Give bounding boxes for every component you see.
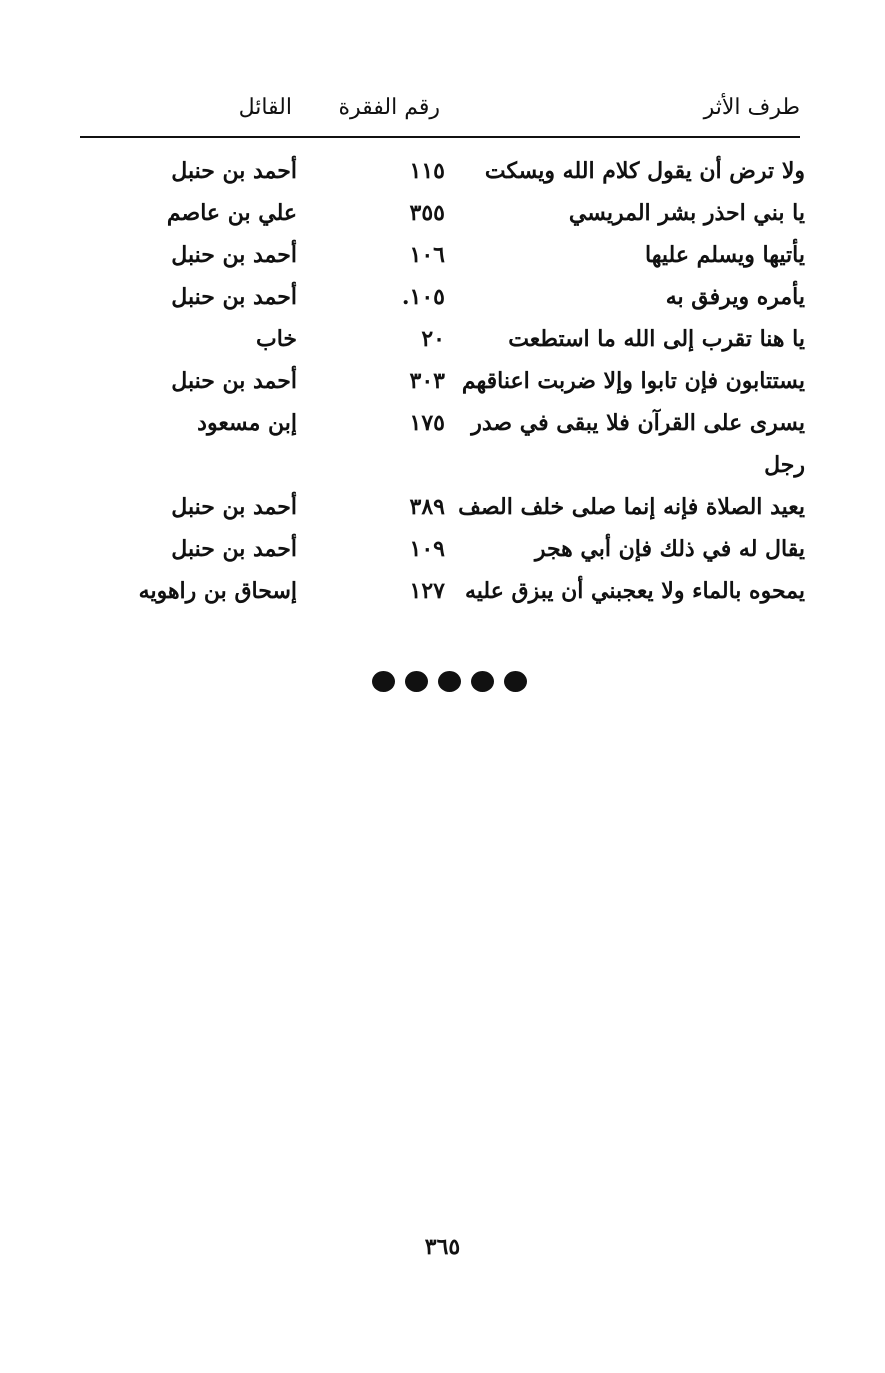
row-speaker: أحمد بن حنبل: [171, 158, 297, 184]
row-paragraph-number: ١٠٩: [409, 536, 445, 562]
row-speaker: أحمد بن حنبل: [171, 536, 297, 562]
row-speaker: أحمد بن حنبل: [171, 368, 297, 394]
table-row: [80, 528, 805, 570]
row-hadith-start: يستتابون فإن تابوا وإلا ضربت اعناقهم: [461, 368, 805, 394]
ornament-dot: [405, 671, 428, 692]
row-speaker: أحمد بن حنبل: [171, 284, 297, 310]
row-speaker: إسحاق بن راهويه: [138, 578, 297, 604]
header-paragraph-number: رقم الفقرة: [338, 95, 440, 120]
row-paragraph-number: ٣٥٥: [409, 200, 445, 226]
table-row: [80, 192, 805, 234]
row-hadith-start: يمحوه بالماء ولا يعجبني أن يبزق عليه: [465, 578, 805, 604]
row-paragraph-number: ١٠٦: [409, 242, 445, 268]
table-row: [80, 570, 805, 612]
section-end-ornament: [372, 671, 527, 693]
table-row: [80, 318, 805, 360]
header-hadith-start: طرف الأثر: [703, 95, 800, 120]
page-number: ٣٦٥: [424, 1234, 461, 1260]
table-row: [80, 150, 805, 192]
table-row: [80, 234, 805, 276]
row-paragraph-number: ١٠٥.: [401, 284, 445, 310]
index-table-body: [80, 150, 805, 612]
table-row: [80, 444, 805, 486]
ornament-dot: [504, 671, 527, 692]
table-row: [80, 276, 805, 318]
row-speaker: أحمد بن حنبل: [171, 242, 297, 268]
row-paragraph-number: ٢٠: [421, 326, 445, 352]
row-speaker: أحمد بن حنبل: [171, 494, 297, 520]
table-row: [80, 402, 805, 444]
row-paragraph-number: ١٧٥: [409, 410, 445, 436]
row-paragraph-number: ٣٠٣: [409, 368, 445, 394]
row-speaker: إبن مسعود: [197, 410, 297, 436]
row-speaker: علي بن عاصم: [166, 200, 297, 226]
row-hadith-start: يعيد الصلاة فإنه إنما صلى خلف الصف: [458, 494, 805, 520]
row-hadith-start: رجل: [764, 452, 805, 478]
ornament-dot: [471, 671, 494, 692]
table-header: [80, 88, 800, 128]
row-hadith-start: يقال له في ذلك فإن أبي هجر: [534, 536, 805, 562]
ornament-dot: [438, 671, 461, 692]
row-paragraph-number: ١٢٧: [409, 578, 445, 604]
row-speaker: خاب: [255, 326, 297, 352]
row-paragraph-number: ٣٨٩: [409, 494, 445, 520]
header-divider: [80, 136, 800, 138]
row-hadith-start: يأمره ويرفق به: [665, 284, 805, 310]
table-row: [80, 486, 805, 528]
ornament-dot: [372, 671, 395, 692]
row-paragraph-number: ١١٥: [409, 158, 445, 184]
row-hadith-start: يا هنا تقرب إلى الله ما استطعت: [508, 326, 805, 352]
row-hadith-start: ولا ترض أن يقول كلام الله ويسكت: [484, 158, 805, 184]
row-hadith-start: يا بني احذر بشر المريسي: [568, 200, 805, 226]
table-row: [80, 360, 805, 402]
row-hadith-start: يسرى على القرآن فلا يبقى في صدر: [471, 410, 805, 436]
header-speaker: القائل: [238, 95, 292, 120]
row-hadith-start: يأتيها ويسلم عليها: [645, 242, 805, 268]
